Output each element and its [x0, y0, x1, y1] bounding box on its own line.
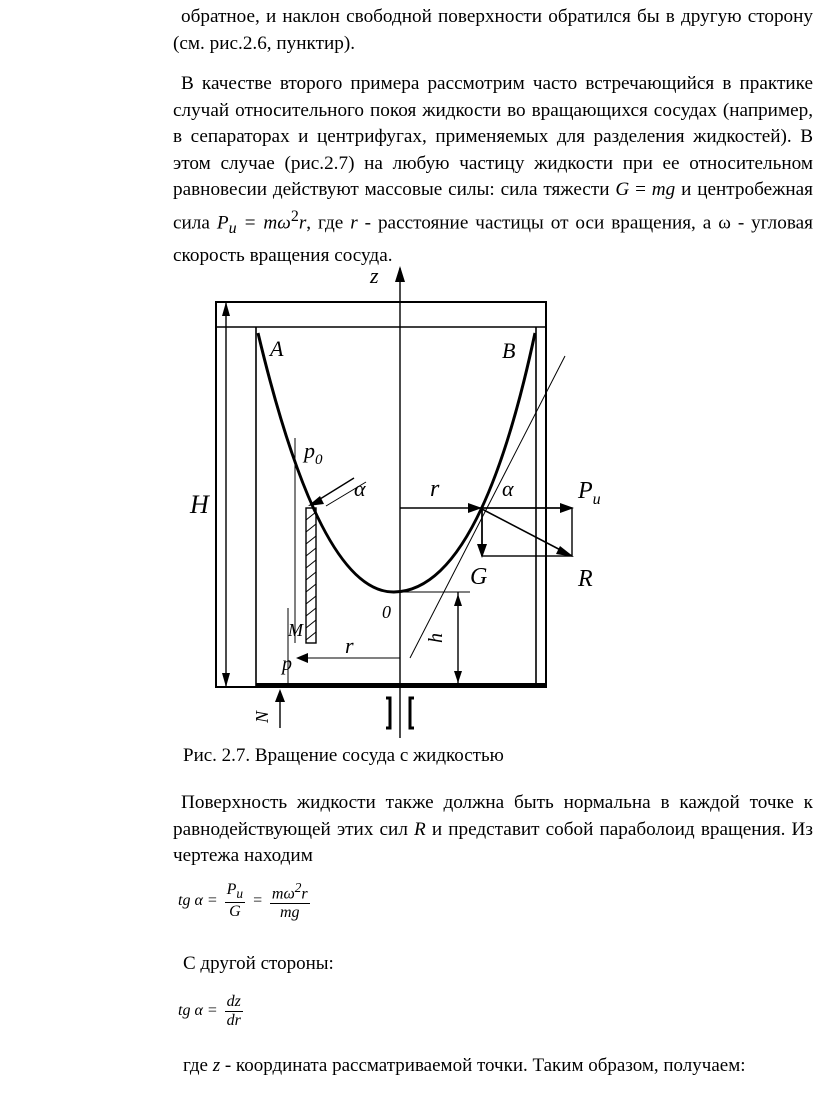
- label-alpha-right: α: [502, 476, 514, 501]
- formula-tg-alpha-derivative: tg α = $\frac{dz}{dr}$: [178, 993, 241, 1029]
- label-alpha-left: α: [354, 476, 366, 501]
- label-O: 0: [382, 602, 391, 622]
- label-A: A: [270, 336, 284, 361]
- paragraph-1: обратное, и наклон свободной поверхности обратился бы в другую сторону (см. рис.2.6, пунктир).: [173, 6, 813, 54]
- formula-tg-alpha-forces: tg α = $\frac{P_u}{G}$ = $\frac{m\omega^2r}{mg}$: [178, 880, 308, 922]
- other-side-text: С другой стороны:: [183, 953, 334, 974]
- label-p0: $p_0$: [304, 438, 323, 468]
- label-N: N: [252, 710, 272, 723]
- figure-rotating-vessel: [180, 258, 650, 738]
- label-H: H: [190, 490, 209, 519]
- label-G: G: [470, 564, 488, 590]
- figure-caption: Рис. 2.7. Вращение сосуда с жидкостью: [183, 745, 504, 766]
- label-r-bottom: r: [345, 633, 354, 658]
- label-r-top: r: [430, 476, 440, 502]
- label-R: R: [578, 566, 593, 592]
- label-Pu: $P_u$: [578, 478, 601, 508]
- label-B: B: [502, 338, 516, 363]
- label-z: z: [370, 263, 379, 288]
- paragraph-3: Поверхность жидкости также должна быть нормальна в каждой точке к равнодействующей этих сил R и представит собой параболоид вращения. Из чертежа находим: [173, 792, 813, 867]
- where-text: где z - координата рассматриваемой точки. Таким образом, получаем:: [183, 1055, 746, 1076]
- label-h: h: [425, 633, 447, 643]
- paragraph-2: В качестве второго примера рассмотрим часто встречающийся в практике случай относительного покоя жидкости во вращающихся сосудах (например, в сепараторах и центрифугах, применяемых для разделения жидкостей). В этом случае (рис.2.7) на любую частицу жидкости при ее относительном равновесии действуют массовые силы: сила тяжести G = mg и центробежная сила $P_u = m\omega^2r$, где r - расстояние частицы от оси вращения, а ω - угловая скорость вращения сосуда.: [173, 73, 813, 266]
- label-M: M: [288, 620, 303, 640]
- label-p: p: [282, 653, 292, 675]
